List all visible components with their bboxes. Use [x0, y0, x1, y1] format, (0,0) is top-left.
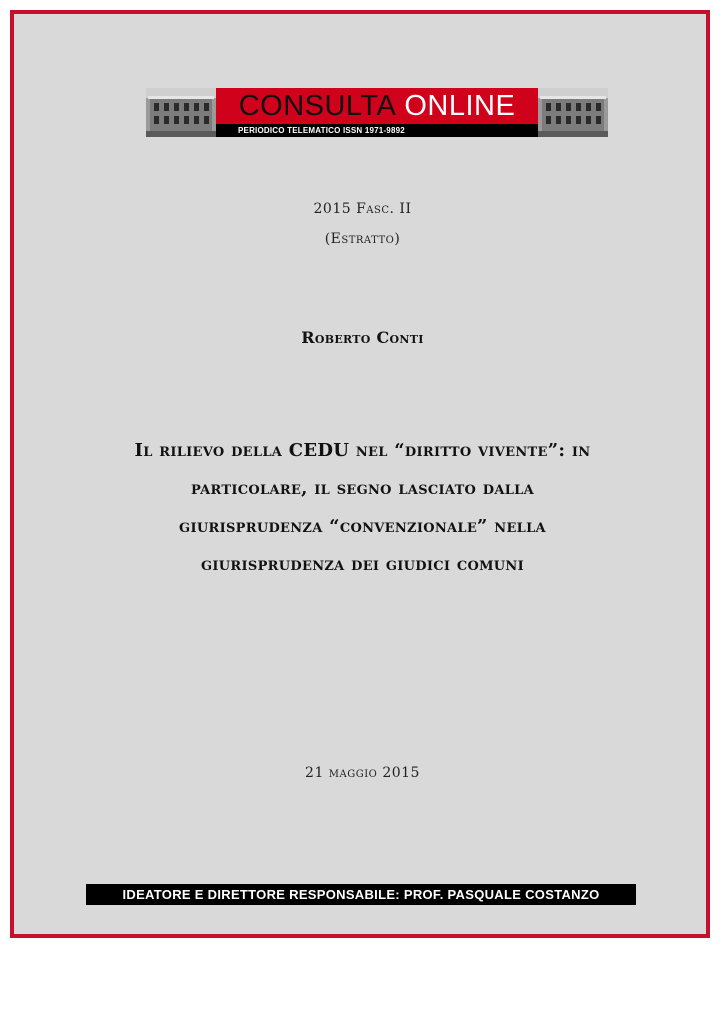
article-title-line: giurisprudenza dei giudici comuni — [201, 554, 524, 575]
journal-title-online: ONLINE — [404, 89, 516, 122]
footer-director-bar: IDEATORE E DIRETTORE RESPONSABILE: PROF. PASQUALE COSTANZO — [86, 884, 636, 905]
issue-info — [10, 194, 715, 254]
article-title-line: giurisprudenza “convenzionale” nella — [179, 516, 546, 537]
article-title-line: particolare, il segno lasciato dalla — [191, 478, 534, 499]
issue-extract-label: (Estratto) — [324, 231, 401, 247]
banner-center — [216, 88, 538, 137]
author-name: Roberto Conti — [301, 328, 424, 347]
journal-title-consulta: CONSULTA — [238, 89, 397, 122]
issue-fascicle: 2015 Fasc. II — [313, 201, 412, 217]
article-title-line: Il rilievo della CEDU nel “diritto vivente”: in — [134, 440, 591, 461]
building-facade-icon — [146, 88, 216, 137]
journal-subtitle: PERIODICO TELEMATICO ISSN 1971-9892 — [216, 124, 538, 137]
article-title — [10, 432, 715, 584]
banner-title-block — [216, 88, 538, 124]
journal-banner — [146, 88, 608, 137]
publication-date: 21 maggio 2015 — [305, 765, 420, 781]
building-facade-icon — [538, 88, 608, 137]
